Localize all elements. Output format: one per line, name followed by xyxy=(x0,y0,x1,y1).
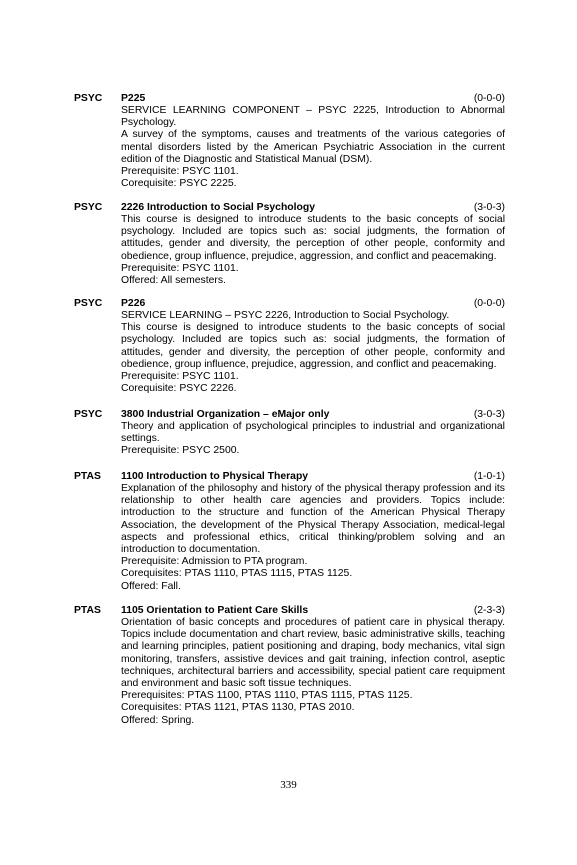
course-line: Theory and application of psychological principles to industrial and organizational settings. xyxy=(121,421,505,445)
course-dept: PSYC xyxy=(74,409,103,420)
course-credits: (0-0-0) xyxy=(473,93,505,104)
course-prerequisite: Prerequisites: PTAS 1100, PTAS 1110, PTAS 1115, PTAS 1125. xyxy=(121,690,413,702)
course-prerequisite: Prerequisite: PSYC 1101. xyxy=(121,166,239,178)
course-line: SERVICE LEARNING – PSYC 2226, Introduction to Social Psychology. xyxy=(121,310,450,321)
course-credits: (2-3-3) xyxy=(473,605,505,616)
course-line: Explanation of the philosophy and history of the physical therapy profession and its relationship to other health care agencies and providers. Topics include: introduction to the structure and function of the American Physical Therapy Association, the development of the Physical Therapy Association, medical-legal aspects and professional ethics, critical thinking/problem solving and an introduction to documentation. xyxy=(121,483,505,556)
course-credits: (3-0-3) xyxy=(473,202,505,213)
course-dept: PTAS xyxy=(74,471,101,482)
course-prerequisite: Prerequisite: PSYC 2500. xyxy=(121,445,240,457)
course-corequisite: Corequisites: PTAS 1121, PTAS 1130, PTAS 2010. xyxy=(121,702,355,714)
course-corequisite: Corequisite: PSYC 2226. xyxy=(121,383,237,395)
course-credits: (1-0-1) xyxy=(473,471,505,482)
course-line: SERVICE LEARNING COMPONENT – PSYC 2225, Introduction to Abnormal Psychology. xyxy=(121,105,505,129)
course-description xyxy=(121,617,505,727)
course-dept: PSYC xyxy=(74,202,103,213)
course-line: A survey of the symptoms, causes and treatments of the various categories of mental disorders listed by the American Psychiatric Association in the current edition of the Diagnostic and Statistical Manual (DSM). xyxy=(121,129,505,165)
course-description xyxy=(121,483,505,593)
course-offered: Offered: Spring. xyxy=(121,714,195,726)
course-title: 3800 Industrial Organization – eMajor only xyxy=(121,409,330,420)
course-offered: Offered: Fall. xyxy=(121,580,181,592)
course-dept: PSYC xyxy=(74,93,103,104)
course-description xyxy=(121,105,505,190)
course-line: This course is designed to introduce students to the basic concepts of social psychology. Included are topics such as: social judgments, the formation of attitudes, gender and diversity, the perception of other people, conformity and obedience, group influence, prejudice, aggression, and conflict and peacemaking. xyxy=(121,214,505,262)
course-dept: PTAS xyxy=(74,605,101,616)
page-number: 339 xyxy=(280,779,297,791)
course-prerequisite: Prerequisite: Admission to PTA program. xyxy=(121,556,308,568)
course-corequisite: Corequisites: PTAS 1110, PTAS 1115, PTAS 1125. xyxy=(121,568,353,580)
course-prerequisite: Prerequisite: PSYC 1101. xyxy=(121,262,239,274)
course-credits: (0-0-0) xyxy=(473,298,505,309)
course-title: P225 xyxy=(121,93,146,104)
course-prerequisite: Prerequisite: PSYC 1101. xyxy=(121,371,239,383)
course-title: 2226 Introduction to Social Psychology xyxy=(121,202,315,213)
course-description xyxy=(121,214,505,287)
course-line: This course is designed to introduce students to the basic concepts of social psychology. Included are topics such as: social judgments, the formation of attitudes, gender and diversity, the perception of other people, conformity and obedience, group influence, prejudice, aggression, and conflict and peacemaking. xyxy=(121,322,505,370)
course-title: P226 xyxy=(121,298,146,309)
course-line: Orientation of basic concepts and procedures of patient care in physical therapy. Topics include documentation and chart review, basic administrative skills, teaching and learning principles, patient positioning and draping, body mechanics, vital sign monitoring, transfers, assistive devices and gait training, infection control, aseptic techniques, architectural barriers and accessibility, special patient care requipment and environment and basic soft tissue techniques. xyxy=(121,617,505,690)
course-title: 1105 Orientation to Patient Care Skills xyxy=(121,605,309,616)
course-title: 1100 Introduction to Physical Therapy xyxy=(121,471,309,482)
course-corequisite: Corequisite: PSYC 2225. xyxy=(121,178,237,190)
course-credits: (3-0-3) xyxy=(473,409,505,420)
course-description xyxy=(121,421,505,458)
course-description xyxy=(121,310,505,395)
course-offered: Offered: All semesters. xyxy=(121,275,226,287)
course-dept: PSYC xyxy=(74,298,103,309)
